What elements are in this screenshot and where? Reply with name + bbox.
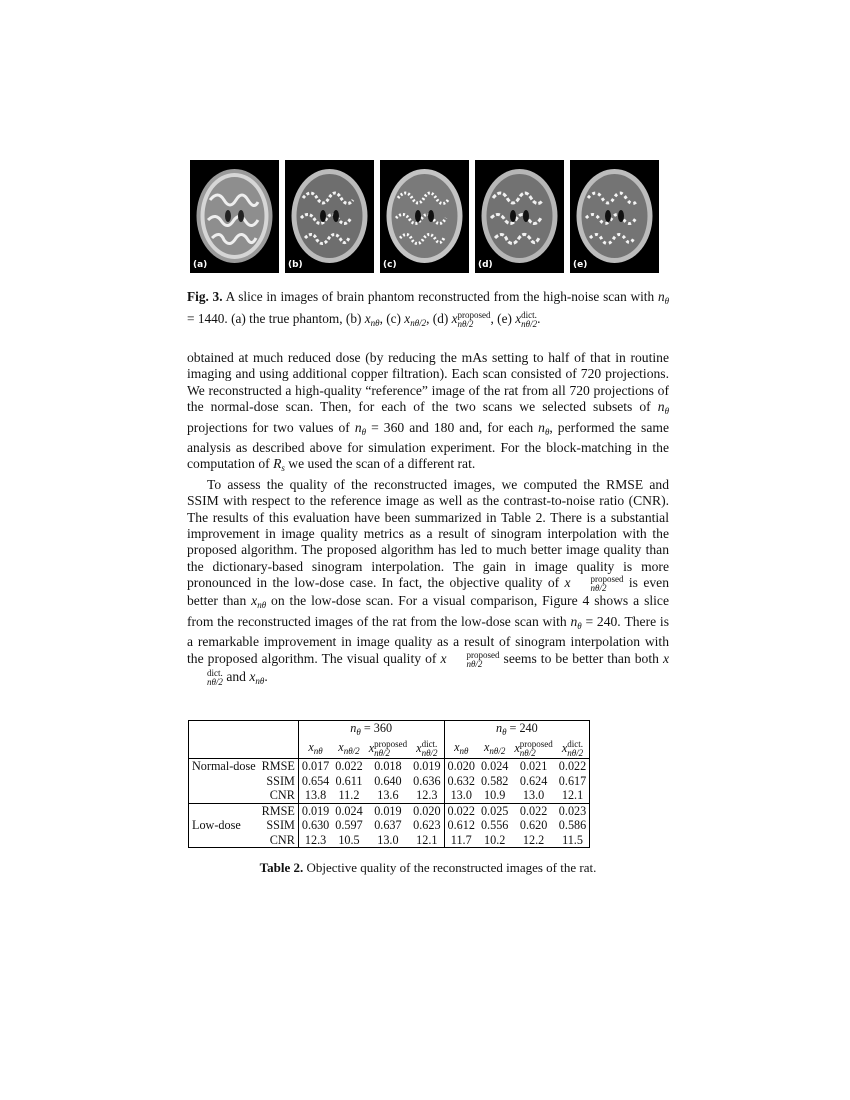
table-cell: 0.636 <box>413 773 441 788</box>
math-x: x <box>440 650 447 666</box>
table-cell: 0.637 <box>374 818 402 832</box>
math-x: x <box>368 740 375 755</box>
math-x: x <box>561 740 568 755</box>
math-n: n <box>495 721 503 735</box>
math-sub: θ <box>664 296 670 306</box>
col-x-dict <box>556 740 590 759</box>
table-cell: 13.0 <box>522 788 545 802</box>
math-stack <box>567 740 583 758</box>
caption-text: , (c) <box>379 311 405 326</box>
table-row <box>189 788 590 803</box>
col-x-proposed <box>511 740 555 759</box>
math-sub: nθ/2 <box>590 583 607 594</box>
col-x-half <box>478 740 511 759</box>
brain-panel-d <box>475 160 564 273</box>
math-x: x <box>338 739 344 754</box>
table-cell: 13.0 <box>366 833 410 848</box>
math-x: x <box>514 740 520 755</box>
table-cell: 10.5 <box>332 833 365 848</box>
math-n: n <box>570 613 578 629</box>
math-sub: nθ/2 <box>466 658 483 669</box>
table-cell: 0.023 <box>556 803 590 818</box>
table-cell: 0.019 <box>298 803 332 818</box>
math-sub: θ <box>664 406 669 417</box>
math-sub: nθ/2 <box>207 676 223 687</box>
math-sup: proposed <box>457 310 491 320</box>
table-cell: 11.7 <box>444 833 478 848</box>
text: we used the scan of a different rat. <box>284 456 476 472</box>
row-metric: RMSE <box>259 803 299 818</box>
text: , performed the same analysis as described above for simulation experiment. For the block-matching in the computation of <box>187 419 669 472</box>
header-spacer <box>189 740 299 759</box>
text: is even better than <box>187 575 669 609</box>
col-x-half <box>332 740 365 759</box>
brain-image-c <box>380 160 469 273</box>
table-cell: 12.1 <box>410 833 444 848</box>
math-sub: θ <box>502 727 507 737</box>
brain-panel-a <box>190 160 279 273</box>
math-sup: proposed <box>519 738 553 749</box>
text: projections for two values of <box>187 419 355 435</box>
table-cell: 0.022 <box>556 759 590 774</box>
math-stack <box>447 651 500 669</box>
text: seems to be better than both <box>499 650 663 666</box>
text: = 240. There is a remarkable improvement in image quality as a result of sinogram interpolation with the proposed algorithm. The visual quality of <box>187 613 669 666</box>
math-x: x <box>662 650 669 666</box>
table-cell: 13.8 <box>298 788 332 803</box>
math-x: x <box>454 739 460 754</box>
figure-caption <box>187 288 669 332</box>
table-cell: 0.017 <box>298 759 332 774</box>
table-cell: 0.556 <box>480 818 509 832</box>
math-sub: nθ/2 <box>374 747 391 758</box>
table-cell: 0.020 <box>410 803 444 818</box>
table-cell: 0.020 <box>444 759 478 774</box>
table-cell: 10.9 <box>484 788 506 802</box>
table-cell: 0.021 <box>511 759 555 774</box>
table-cell: 12.3 <box>298 833 332 848</box>
group-value: = 360 <box>363 721 393 735</box>
math-sub: nθ/2 <box>489 745 506 756</box>
panel-label: (e) <box>573 260 588 270</box>
table-cell: 0.611 <box>335 773 363 788</box>
table-caption <box>187 860 669 876</box>
math-sub: θ <box>577 620 582 631</box>
math-x: x <box>483 739 490 754</box>
math-R: R <box>273 456 282 472</box>
table-cell: 0.024 <box>478 759 511 774</box>
table-cell: 0.630 <box>298 818 332 833</box>
math-sub: nθ/2 <box>343 745 360 756</box>
caption-text: = 1440. (a) the true phantom, (b) <box>187 311 365 326</box>
math-sup: dict. <box>207 667 223 678</box>
brain-panel-e <box>570 160 659 273</box>
row-group <box>189 803 259 818</box>
group-header-360 <box>298 721 444 740</box>
table-cell: 0.623 <box>413 818 441 832</box>
math-sup: dict. <box>567 738 583 749</box>
math-n: n <box>354 419 362 435</box>
table-caption-text: Objective quality of the reconstructed images of the rat. <box>303 860 597 875</box>
math-n: n <box>657 399 665 415</box>
math-stack <box>520 740 553 758</box>
row-group <box>189 833 259 848</box>
row-group <box>189 788 259 803</box>
table-cell: 0.019 <box>366 803 410 818</box>
math-sub: θ <box>361 426 367 437</box>
math-n: n <box>350 721 357 735</box>
table-row <box>189 774 590 789</box>
math-sup: proposed <box>466 649 500 660</box>
col-x-proposed <box>366 740 410 759</box>
table-row <box>189 833 590 848</box>
text: = 360 and 180 and, for each <box>366 419 539 435</box>
math-sub: nθ <box>255 675 265 686</box>
table-cell: 0.018 <box>366 759 410 774</box>
math-sub: nθ/2 <box>457 319 474 329</box>
table-cell: 0.019 <box>410 759 444 774</box>
math-x: x <box>416 740 422 755</box>
brain-image-a <box>190 160 279 273</box>
row-metric: CNR <box>269 788 295 802</box>
table-cell: 13.0 <box>444 788 478 803</box>
brain-panel-c <box>380 160 469 273</box>
row-group: Low-dose <box>189 818 259 833</box>
math-stack <box>422 740 438 758</box>
math-sub: nθ/2 <box>521 319 538 329</box>
text: . <box>264 668 268 684</box>
caption-text: A slice in images of brain phantom reconstructed from the high-noise scan with <box>222 289 658 304</box>
text: obtained at much reduced dose (by reducing the mAs setting to half of that in routine imaging and using additional copper filtration). Each scan consisted of 720 projections. We reconstructed a high-quality “reference” image of the rat from all 720 projections of the normal-dose scan. Then, for each of the two scans we selected subsets of <box>187 350 669 415</box>
math-sub: θ <box>544 426 550 437</box>
row-metric: CNR <box>259 833 299 848</box>
math-sup: proposed <box>590 574 624 585</box>
text: on the low-dose scan. For a visual comparison, Figure 4 shows a slice from the reconstructed images of the rat from the low-dose scan with <box>187 593 669 629</box>
col-x-ntheta <box>298 740 332 759</box>
group-value: = 240 <box>509 721 538 735</box>
table-cell: 0.617 <box>556 774 590 789</box>
table-corner <box>189 721 299 740</box>
math-x: x <box>515 311 522 326</box>
text: To assess the quality of the reconstructed images, we computed the RMSE and SSIM with respect to the reference image as well as the contrast-to-noise ratio (CNR). The results of this evaluation have been summarized in Table 2. There is a substantial improvement in image quality metrics as a result of sinogram interpolation with the proposed algorithm. The proposed algorithm has led to much better image quality than the dictionary-based sinogram interpolation. The gain in image quality is more pronounced in the low-dose case. In fact, the objective quality of <box>187 476 669 591</box>
row-metric: RMSE <box>259 759 299 774</box>
caption-text: , (e) <box>490 311 516 326</box>
figure-3 <box>190 160 662 273</box>
math-x: x <box>364 311 371 326</box>
table-body <box>189 759 590 848</box>
table-cell: 12.3 <box>416 788 438 802</box>
math-stack <box>458 311 491 329</box>
table-cell: 0.654 <box>298 774 332 789</box>
math-sup: dict. <box>421 738 438 749</box>
table-row <box>189 818 590 833</box>
table-cell: 13.6 <box>377 788 399 802</box>
table-column-header <box>189 740 590 759</box>
math-sub: nθ/2 <box>421 747 438 758</box>
math-x: x <box>308 739 314 754</box>
table-cell: 0.586 <box>556 818 590 833</box>
table-cell: 0.025 <box>478 803 511 818</box>
math-sub: nθ/2 <box>410 318 427 328</box>
col-x-dict <box>410 740 444 759</box>
group-header-240 <box>444 721 590 740</box>
row-group: Normal-dose <box>189 759 259 774</box>
text: and <box>222 668 250 684</box>
panel-label: (c) <box>383 260 397 270</box>
brain-image-e <box>570 160 659 273</box>
table-cell: 11.2 <box>338 788 360 802</box>
row-metric: SSIM <box>266 818 295 832</box>
caption-text: . <box>537 311 541 326</box>
math-n: n <box>538 419 545 435</box>
panel-label: (a) <box>193 260 208 270</box>
table-cell: 10.2 <box>478 833 511 848</box>
math-x: x <box>251 593 258 609</box>
math-x: x <box>249 668 256 684</box>
table-cell: 0.620 <box>519 818 548 832</box>
paragraph-2 <box>187 477 669 689</box>
brain-panel-b <box>285 160 374 273</box>
brain-image-d <box>475 160 564 273</box>
body-text <box>187 350 669 689</box>
table-row <box>189 803 590 818</box>
math-sub: nθ <box>313 745 323 756</box>
math-sup: dict. <box>521 310 537 320</box>
math-sub: nθ/2 <box>519 747 536 758</box>
math-stack <box>571 575 624 593</box>
math-sub: nθ <box>370 318 380 328</box>
math-sub: s <box>281 463 285 474</box>
results-table <box>188 720 590 848</box>
table-cell: 0.022 <box>444 803 478 818</box>
row-group <box>189 774 259 789</box>
table-cell: 0.632 <box>444 774 478 789</box>
brain-image-b <box>285 160 374 273</box>
table-cell: 0.582 <box>480 773 509 788</box>
col-x-ntheta <box>444 740 478 759</box>
math-sub: nθ/2 <box>567 747 584 758</box>
math-n: n <box>657 289 665 304</box>
table-cell: 0.024 <box>332 803 365 818</box>
table-cell: 12.1 <box>556 788 590 803</box>
panel-label: (b) <box>288 260 303 270</box>
math-sup: proposed <box>374 738 408 749</box>
table-cell: 0.612 <box>444 818 478 833</box>
paragraph-1 <box>187 350 669 477</box>
table-group-header <box>189 721 590 740</box>
table-caption-label: Table 2. <box>259 860 304 875</box>
table-cell: 12.2 <box>511 833 555 848</box>
table-cell: 0.640 <box>374 773 402 788</box>
table-cell: 0.597 <box>335 818 363 832</box>
table-row <box>189 759 590 774</box>
figure-caption-label: Fig. 3. <box>187 289 223 304</box>
math-stack <box>187 669 223 687</box>
table-cell: 0.624 <box>519 773 548 788</box>
math-sub: θ <box>356 727 361 737</box>
table-cell: 0.022 <box>332 759 365 774</box>
caption-text: , (d) <box>426 311 452 326</box>
table-cell: 11.5 <box>556 833 590 848</box>
math-sub: nθ <box>257 600 267 611</box>
panel-label: (d) <box>478 260 493 270</box>
math-x: x <box>564 575 571 591</box>
math-stack <box>374 740 407 758</box>
math-x: x <box>404 311 411 326</box>
math-sub: nθ <box>459 745 469 756</box>
math-x: x <box>451 311 458 326</box>
row-metric: SSIM <box>266 773 295 788</box>
math-stack <box>521 311 537 329</box>
table-cell: 0.022 <box>511 803 555 818</box>
